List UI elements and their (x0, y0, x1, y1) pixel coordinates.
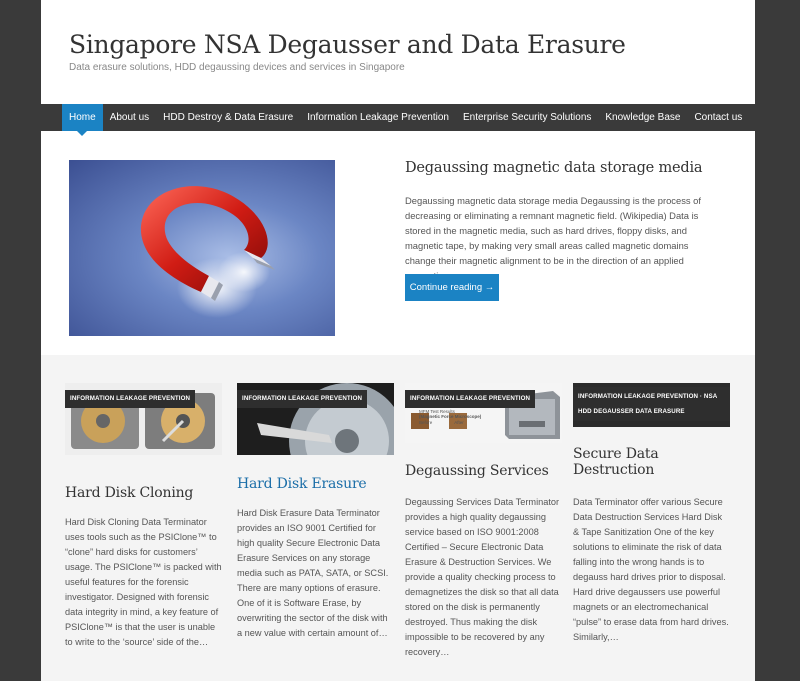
post-grid (41, 355, 755, 681)
nav-item-knowledge-base[interactable]: Knowledge Base (605, 112, 681, 123)
category-badge[interactable]: INFORMATION LEAKAGE PREVENTION (405, 390, 535, 408)
page (41, 0, 755, 681)
nav-item-contact-us[interactable]: Contact us (694, 112, 743, 123)
header (41, 0, 755, 104)
category-badge[interactable]: INFORMATION LEAKAGE PREVENTION (65, 390, 195, 408)
post-card-degaussing-services (405, 383, 562, 660)
continue-reading-button[interactable]: Continue reading → (405, 274, 499, 301)
category-badge[interactable]: INFORMATION LEAKAGE PREVENTION · NSA HDD DEGAUSSER DATA ERASURE (573, 387, 730, 421)
post-card-secure-data-destruction (573, 383, 730, 645)
magnet-icon (69, 160, 335, 336)
post-card-hard-disk-erasure (237, 383, 394, 641)
mfm-title: MFM Test Results (419, 409, 455, 414)
mfm-caption (419, 409, 481, 425)
nav-item-about-us[interactable]: About us (109, 112, 150, 123)
nav-item-information-leakage[interactable]: Information Leakage Prevention (307, 112, 449, 123)
mfm-after-label: After (454, 420, 464, 425)
post-excerpt: Hard Disk Erasure Data Terminator provides an ISO 9001 Certified for high quality Secure Electronic Data Erasure Services on any storage media such as PATA, SATA, or SCSI. There are many options of erasure. One of it is Software Erase, by overwriting the sector of the disk with a new value with certain amount of… (237, 508, 389, 638)
post-thumbnail[interactable] (405, 383, 562, 443)
post-excerpt: Hard Disk Cloning Data Terminator uses tools such as the PSIClone™ to “clone” hard disks for customers’ usage. The PSIClone™ is packed with useful features for the forensic investigator. Designed with forensic data integrity in mind, a key feature of PSIClone™ is that the user is unable to write to the ‘source’ side of the… (65, 517, 222, 647)
nav-item-home[interactable]: Home (62, 104, 103, 131)
post-excerpt: Data Terminator offer various Secure Data Destruction Services Hard Disk & Tape Sanitization One of the key solutions to eliminate the risk of data falling into the wrong hands is to degauss hard drives prior to disposal. Hard drive degaussers use powerful magnets or an electromechanical “pulse” to erase data from hard drives. Similarly,… (573, 497, 729, 642)
post-title[interactable]: Secure Data Destruction (573, 446, 659, 478)
featured-title[interactable]: Degaussing magnetic data storage media (405, 160, 703, 176)
post-thumbnail[interactable] (237, 383, 394, 455)
post-card-hard-disk-cloning (65, 383, 222, 650)
featured-post (41, 131, 755, 356)
mfm-before-label: Before (419, 420, 433, 425)
site-description: Data erasure solutions, HDD degaussing devices and services in Singapore (69, 62, 405, 73)
featured-excerpt: Degaussing magnetic data storage media Degaussing is the process of decreasing or eliminating a remnant magnetic field. (Wikipedia) Data is stored in the magnetic media, such as hard drives, floppy disks, and magnetic tape, by making very small areas called magnetic domains change their magnetic alignment to be in the direction of an applied (405, 195, 702, 266)
post-thumbnail[interactable] (573, 383, 730, 427)
category-badge[interactable]: INFORMATION LEAKAGE PREVENTION (237, 390, 367, 408)
post-title[interactable]: Hard Disk Erasure (237, 476, 367, 492)
main-nav (41, 104, 755, 131)
post-title[interactable]: Degaussing Services (405, 463, 549, 479)
post-excerpt: Degaussing Services Data Terminator provides a high quality degaussing service based on ISO 9001:2008 Certified – Secure Electronic Data Erasure & Destruction Services. We provide a quality checking process to demagnetizes the disk so that all data stored on the disk is permanently destroyed. Thus making the disk impossible to be recovered by any recovery… (405, 497, 560, 657)
site-title[interactable]: Singapore NSA Degausser and Data Erasure (69, 30, 626, 59)
nav-item-enterprise-security[interactable]: Enterprise Security Solutions (462, 112, 592, 123)
nav-item-hdd-destroy[interactable]: HDD Destroy & Data Erasure (163, 112, 294, 123)
post-title[interactable]: Hard Disk Cloning (65, 485, 194, 501)
featured-magnet-image[interactable] (69, 160, 335, 336)
post-thumbnail[interactable] (65, 383, 222, 455)
mfm-subtitle: (Magnetic Force Microscope) (419, 414, 482, 419)
